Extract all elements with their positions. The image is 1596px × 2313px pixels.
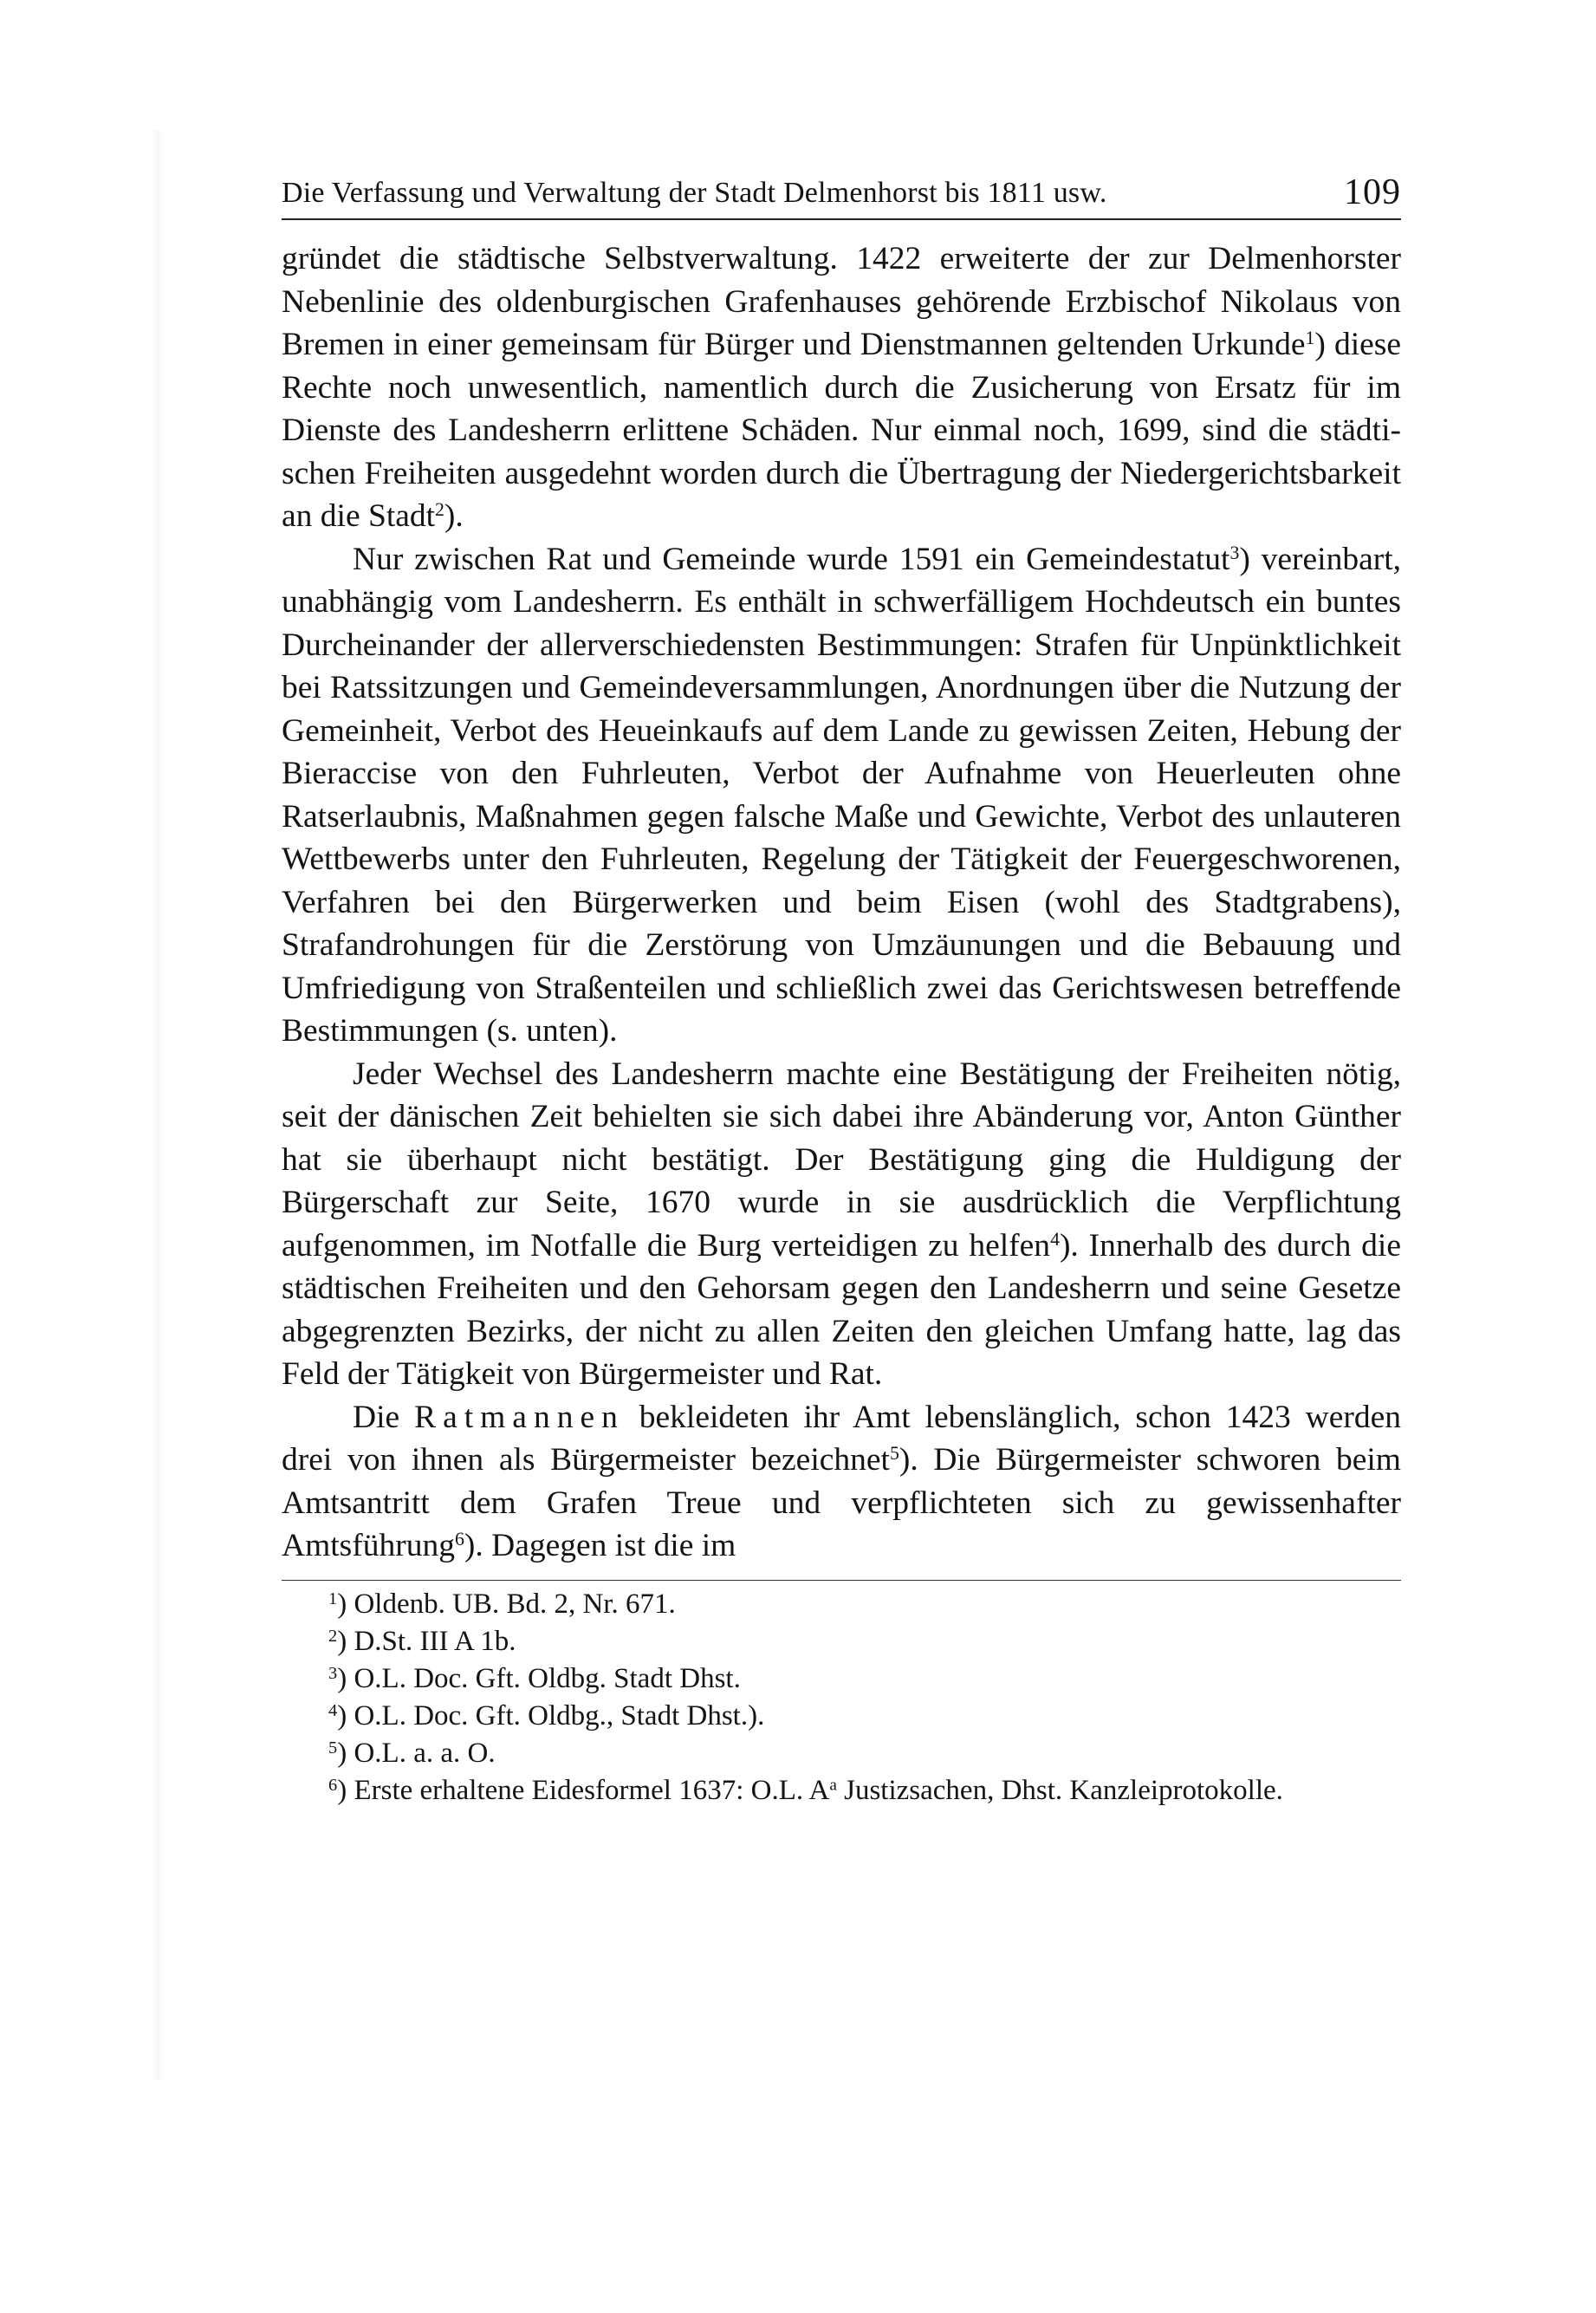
footnote-ref-5: 5 [889,1443,899,1465]
running-head [282,165,1401,220]
body-text [282,237,1401,1568]
footnotes [282,1580,1401,1809]
footnote-2: $^2$) D.St. III A 1b. [328,1625,516,1657]
footnote-ref-3: 3 [1229,542,1240,563]
paragraph-1-text-a: gründet die städtische Selbstverwaltung. 1422 erweiterte der zur Delmenhorster Nebenlinie des oldenburgischen Grafenhauses gehörende Erzbischof Nikolaus von Bremen in einer gemeinsam für Bürger und Dienstmannen geltenden Urkunde [282,241,1401,362]
paragraph-2-text-b: ) vereinbart, unabhängig vom Landesherrn. Es enthält in schwerfälligem Hochdeutsch ein buntes Durcheinander der allerverschiedensten Bestimmungen: Strafen für Unpünktlichkeit bei Ratssitzungen und Gemeindeversammlungen, Anordnungen über die Nutzung der Gemeinheit, Verbot des Heueinkaufs auf dem Lande zu gewissen Zeiten, Hebung der Bieraccise von den Fuhrleuten, Verbot der Aufnahme von Heuerleuten ohne Ratserlaubnis, Maßnahmen gegen falsche Maße und Gewichte, Verbot des unlauteren Wettbewerbs unter den Fuhrleuten, Regelung der Tätigkeit der Feuergeschworenen, Verfahren bei den Bürgerwerken und beim Eisen (wohl des Stadtgrabens), Strafandrohungen für die Zerstörung von Umzäunungen und die Bebauung und Umfriedigung von Straßenteilen und schließlich zwei das Gerichtswesen betreffende Bestimmungen (s. unten). [282,541,1401,1049]
paragraph-4-text-d: ). Dagegen ist die im [464,1528,736,1563]
book-page [282,165,1401,1809]
footnote-4: $^4$) O.L. Doc. Gft. Oldbg., Stadt Dhst.). [328,1699,765,1732]
paragraph-4-text-a: Die [353,1399,400,1435]
paragraph-4-text-c: ). Die Bürgermeister schworen beim Amtsantritt dem Grafen Treue und verpflichteten sich zu gewissenhafter Amtsführung [282,1442,1401,1563]
footnote-ref-1: 1 [1305,328,1315,349]
paragraph-3-text-a: Jeder Wechsel des Landesherrn machte eine Bestätigung der Freiheiten nötig, seit der dänischen Zeit behielten sie sich dabei ihre Abänderung vor, Anton Günther hat sie überhaupt nicht bestätigt. Der Bestätigung ging die Huldigung der Bürgerschaft zur Seite, 1670 wurde in sie ausdrücklich die Verpflichtung aufgenommen, im Notfalle die Burg verteidigen zu helfen [282,1056,1401,1264]
page-number: 109 [1344,172,1401,212]
paragraph-2-text-a: Nur zwischen Rat und Gemeinde wurde 1591 ein Gemeindestatut [353,541,1230,577]
paragraph-1-text-b: ) diese Rechte noch unwesentlich, namentlich durch die Zusicherung von Ersatz für im Dienste des Landesherrn erlittene Schäden. Nur einmal noch, 1699, sind die städtischen Freiheiten ausgedehnt worden durch die Übertragung der Niedergerichtsbarkeit an die Stadt [282,327,1401,534]
paragraph-3 [282,1053,1401,1396]
paragraph-2 [282,538,1401,1053]
scan-edge-shadow [152,130,164,2080]
paragraph-4 [282,1396,1401,1568]
footnote-3: $^3$) O.L. Doc. Gft. Oldbg. Stadt Dhst. [328,1662,741,1694]
footnote-5: $^5$) O.L. a. a. O. [328,1737,496,1769]
footnote-ref-2: 2 [435,499,444,521]
spaced-term: Ratmannen [414,1399,625,1435]
running-title: Die Verfassung und Verwaltung der Stadt Delmenhorst bis 1811 usw. [282,177,1107,209]
paragraph-4-text-b: bekleideten ihr Amt lebenslänglich, schon 1423 werden drei von ihnen als Bürgermeister bezeichnet [282,1399,1402,1478]
footnote-ref-6: 6 [455,1529,464,1550]
footnote-ref-4: 4 [1050,1228,1060,1250]
footnote-6: $^6$) Erste erhaltene Eidesformel 1637: O.L. $A^a$ Justizsachen, Dhst. Kanzleiprotokolle. [328,1774,1283,1806]
footnote-1: $^1$) Oldenb. UB. Bd. 2, Nr. 671. [328,1588,676,1620]
paragraph-1 [282,237,1401,538]
paragraph-3-text-b: ). Innerhalb des durch die städtischen Freiheiten und den Gehorsam gegen den Landesherrn und seine Gesetze abgegrenzten Bezirks, der nicht zu allen Zeiten den gleichen Umfang hatte, lag das Feld der Tätigkeit von Bürgermeister und Rat. [282,1227,1401,1392]
paragraph-1-text-c: ). [444,498,464,534]
